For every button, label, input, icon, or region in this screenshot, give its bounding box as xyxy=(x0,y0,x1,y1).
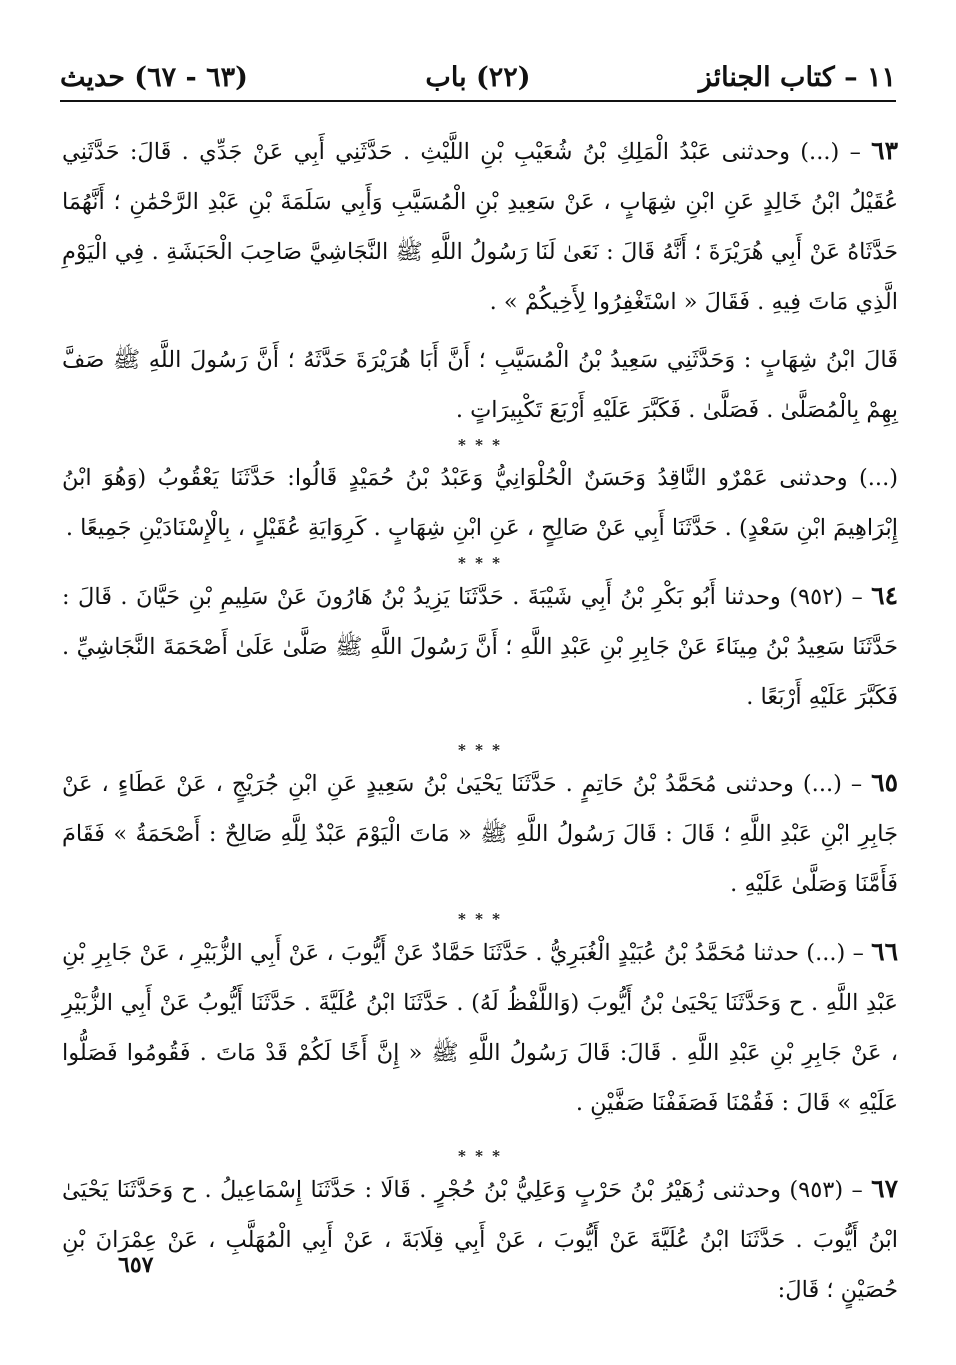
hadith-text: – (...) حدثنا مُحَمَّدُ بْنُ عُبَيْدٍ الْغُبَرِيُّ . حَدَّثَنَا حَمَّادٌ عَنْ أَيُّوبَ ، عَنْ أَبِي الزُّبَيْرِ ، عَنْ جَابِرِ بْنِ عَبْدِ اللَّهِ . ح وَحَدَّثَنَا يَحْيَىٰ بْنُ أَيُّوبَ (وَاللَّفْظُ لَهُ) . حَدَّثَنَا ابْنُ عُلَيَّةَ . حَدَّثَنَا أَيُّوبُ عَنْ أَبِي الزُّبَيْرِ ، عَنْ جَابِرِ بْنِ عَبْدِ اللَّهِ . قَالَ: قَالَ رَسُولُ اللَّهِ ﷺ « إِنَّ أَخًا لَكُمْ قَدْ مَاتَ . فَقُومُوا فَصَلُّوا عَلَيْهِ » قَالَ : فَقُمْنَا فَصَفَفْنَا صَفَّيْنِ . xyxy=(62,940,898,1116)
hadith-63 xyxy=(62,126,898,327)
hadith-number: ٦٤ xyxy=(871,581,898,610)
hadith-text: (...) وحدثنى عَمْرٌو النَّاقِدُ وَحَسَنٌ الْحُلْوَانِيُّ وَعَبْدُ بْنُ حُمَيْدٍ قَالُوا: حَدَّثَنَا يَعْقُوبُ (وَهُوَ ابْنُ إِبْرَاهِيمَ ابْنِ سَعْدٍ) . حَدَّثَنَا أَبِي عَنْ صَالِحٍ ، عَنِ ابْنِ شِهَابٍ . كَرِوَايَةِ عُقَيْلٍ ، بِالْإِسْنَادَيْنِ جَمِيعًا . xyxy=(62,465,898,541)
hadith-number: ٦٥ xyxy=(871,768,898,797)
hadith-text: – (٩٥٣) وحدثنى زُهَيْرُ بْنُ حَرْبٍ وَعَلِيُّ بْنُ حُجْرٍ . قَالَا : حَدَّثَنَا إِسْمَاعِيلُ . ح وَحَدَّثَنَا يَحْيَىٰ ابْنُ أَيُّوبَ . حَدَّثَنَا ابْنُ عُلَيَّةَ عَنْ أَيُّوبَ ، عَنْ أَبِي قِلَابَةَ ، عَنْ أَبِي الْمُهَلَّبِ ، عَنْ عِمْرَانَ بْنِ حُصَيْنٍ ؛ قَالَ: xyxy=(62,1177,898,1303)
section-separator: * * * xyxy=(458,910,502,928)
hadith-text: – (٩٥٢) وحدثنا أَبُو بَكْرِ بْنُ أَبِي شَيْبَةَ . حَدَّثَنَا يَزِيدُ بْنُ هَارُونَ عَنْ سَلِيمِ بْنِ حَيَّانَ . قَالَ : حَدَّثَنَا سَعِيدُ بْنُ مِينَاءَ عَنْ جَابِرِ بْنِ عَبْدِ اللَّهِ ؛ أَنَّ رَسُولَ اللَّهِ ﷺ صَلَّىٰ عَلَىٰ أَصْحَمَةَ النَّجَاشِيِّ . فَكَبَّرَ عَلَيْهِ أَرْبَعًا . xyxy=(62,584,898,710)
header-rule xyxy=(60,100,896,102)
hadith-number: ٦٦ xyxy=(871,937,898,966)
text-body xyxy=(62,126,898,1315)
section-separator: * * * xyxy=(458,741,502,759)
chapter-title: ١١ – كتاب الجنائز xyxy=(698,62,896,93)
page-number: ٦٥٧ xyxy=(118,1252,154,1278)
hadith-63-continuation: قَالَ ابْنُ شِهَابٍ : وَحَدَّثَنِي سَعِيدُ بْنُ الْمُسَيَّبِ ؛ أَنَّ أَبَا هُرَيْرَةَ حَدَّثَهُ ؛ أَنَّ رَسُولَ اللَّهِ ﷺ صَفَّ بِهِمْ بِالْمُصَلَّىٰ . فَصَلَّىٰ . فَكَبَّرَ عَلَيْهِ أَرْبَعَ تَكْبِيرَاتٍ . xyxy=(62,347,898,423)
hadith-64 xyxy=(62,571,898,722)
hadith-67 xyxy=(62,1164,898,1315)
hadith-65 xyxy=(62,758,898,909)
hadith-63-variant xyxy=(62,453,898,553)
hadith-66 xyxy=(62,927,898,1128)
section-separator: * * * xyxy=(458,436,502,454)
section-separator: * * * xyxy=(458,554,502,572)
hadith-number: ٦٧ xyxy=(871,1174,898,1203)
hadith-text: – (...) وحدثنى عَبْدُ الْمَلِكِ بْنُ شُعَيْبِ بْنِ اللَّيْثِ . حَدَّثَنِي أَبِي عَنْ جَدِّي . قَالَ: حَدَّثَنِي عُقَيْلُ ابْنُ خَالِدٍ عَنِ ابْنِ شِهَابٍ ، عَنْ سَعِيدِ بْنِ الْمُسَيَّبِ وَأَبِي سَلَمَةَ بْنِ عَبْدِ الرَّحْمَٰنِ ؛ أَنَّهُمَا حَدَّثَاهُ عَنْ أَبِي هُرَيْرَةَ ؛ أَنَّهُ قَالَ : نَعَىٰ لَنَا رَسُولُ اللَّهِ ﷺ النَّجَاشِيَّ صَاحِبَ الْحَبَشَةِ . فِي الْيَوْمِ الَّذِي مَاتَ فِيهِ . فَقَالَ « اسْتَغْفِرُوا لِأَخِيكُمْ » . xyxy=(62,139,898,315)
hadith-text: – (...) وحدثنى مُحَمَّدُ بْنُ حَاتِمٍ . حَدَّثَنَا يَحْيَىٰ بْنُ سَعِيدٍ عَنِ ابْنِ جُرَيْجٍ ، عَنْ عَطَاءٍ ، عَنْ جَابِرِ ابْنِ عَبْدِ اللَّهِ ؛ قَالَ : قَالَ رَسُولُ اللَّهِ ﷺ « مَاتَ الْيَوْمَ عَبْدٌ لِلَّهِ صَالِحٌ : أَصْحَمَةُ » فَقَامَ فَأَمَّنَا وَصَلَّىٰ عَلَيْهِ . xyxy=(62,771,898,897)
section-separator: * * * xyxy=(458,1147,502,1165)
hadith-range: (٦٣ - ٦٧) حديث xyxy=(60,62,248,93)
running-header xyxy=(60,62,896,100)
section-title: (٢٢) باب xyxy=(425,62,531,93)
hadith-number: ٦٣ xyxy=(871,136,898,165)
